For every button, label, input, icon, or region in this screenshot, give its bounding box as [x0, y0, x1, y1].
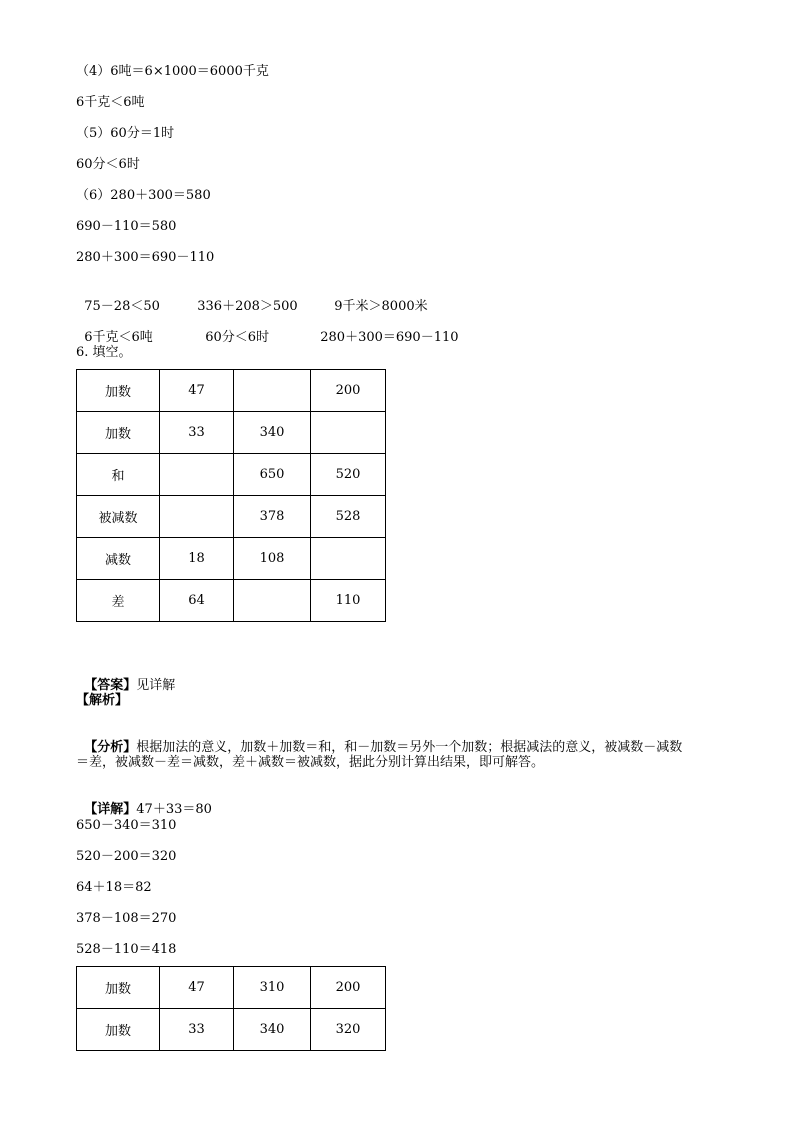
table-row	[77, 538, 386, 580]
line-5: （5）60分＝1时	[76, 126, 175, 141]
table-cell: 200	[311, 967, 386, 1009]
table-cell: 减数	[77, 538, 160, 580]
detail-calc: 650－340＝310	[76, 818, 177, 833]
table-cell: 108	[234, 538, 311, 580]
table-cell: 200	[311, 370, 386, 412]
table-row	[77, 454, 386, 496]
table-cell	[311, 538, 386, 580]
table-cell: 47	[160, 370, 234, 412]
fenxi-line-1	[76, 724, 682, 756]
table-cell: 和	[77, 454, 160, 496]
table-row	[77, 496, 386, 538]
table-cell: 18	[160, 538, 234, 580]
compare-row-1	[76, 283, 428, 315]
compare-item: 75－28＜50	[84, 299, 160, 314]
table-cell: 110	[311, 580, 386, 622]
table-cell: 528	[311, 496, 386, 538]
table-cell: 378	[234, 496, 311, 538]
table-cell: 差	[77, 580, 160, 622]
table-cell: 340	[234, 1009, 311, 1051]
detail-calc: 64＋18＝82	[76, 880, 152, 895]
table-cell: 加数	[77, 370, 160, 412]
line-6b: 690－110＝580	[76, 219, 177, 234]
compare-item: 60分＜6时	[205, 330, 270, 345]
detail-calc: 520－200＝320	[76, 849, 177, 864]
table-cell: 520	[311, 454, 386, 496]
answer-line	[76, 662, 175, 694]
detail-calc: 378－108＝270	[76, 911, 177, 926]
table-cell: 310	[234, 967, 311, 1009]
table-row	[77, 580, 386, 622]
table-cell: 被减数	[77, 496, 160, 538]
fenxi-text-1: 根据加法的意义，加数＋加数＝和，和－加数＝另外一个加数；根据减法的意义，被减数－减数	[136, 740, 683, 755]
fill-table	[76, 369, 386, 622]
detail-line	[76, 786, 212, 818]
fenxi-tag: 【分析】	[84, 740, 137, 755]
question-title: 6. 填空。	[76, 345, 132, 360]
table-cell: 64	[160, 580, 234, 622]
answer-text: 见详解	[136, 678, 176, 693]
line-6: （6）280＋300＝580	[76, 188, 211, 203]
line-6c: 280＋300＝690－110	[76, 250, 215, 265]
answer-tag: 【答案】	[84, 678, 137, 693]
table-row	[77, 967, 386, 1009]
table-row	[77, 412, 386, 454]
compare-item: 9千米＞8000米	[334, 299, 428, 314]
compare-item: 336＋208＞500	[197, 299, 298, 314]
line-4: （4）6吨＝6×1000＝6000千克	[76, 64, 269, 79]
table-cell	[160, 496, 234, 538]
table-row	[77, 370, 386, 412]
table-cell: 320	[311, 1009, 386, 1051]
compare-item: 280＋300＝690－110	[320, 330, 459, 345]
table-cell: 加数	[77, 412, 160, 454]
table-cell: 加数	[77, 967, 160, 1009]
compare-item: 6千克＜6吨	[84, 330, 153, 345]
detail-tag: 【详解】	[84, 802, 137, 817]
table-cell	[234, 370, 311, 412]
table-cell	[160, 454, 234, 496]
table-cell: 33	[160, 1009, 234, 1051]
answer-table	[76, 966, 386, 1051]
table-cell: 340	[234, 412, 311, 454]
analysis-tag: 【解析】	[76, 693, 129, 708]
table-cell: 47	[160, 967, 234, 1009]
fenxi-line-2: ＝差，被减数－差＝减数，差＋减数＝被减数，据此分别计算出结果，即可解答。	[76, 755, 545, 770]
table-row	[77, 1009, 386, 1051]
line-5b: 60分＜6时	[76, 157, 140, 172]
detail-first: 47＋33＝80	[136, 802, 212, 817]
detail-calc: 528－110＝418	[76, 942, 177, 957]
table-cell	[234, 580, 311, 622]
compare-row-2	[76, 314, 459, 346]
table-cell	[311, 412, 386, 454]
line-4b: 6千克＜6吨	[76, 95, 145, 110]
table-cell: 33	[160, 412, 234, 454]
table-cell: 650	[234, 454, 311, 496]
table-cell: 加数	[77, 1009, 160, 1051]
